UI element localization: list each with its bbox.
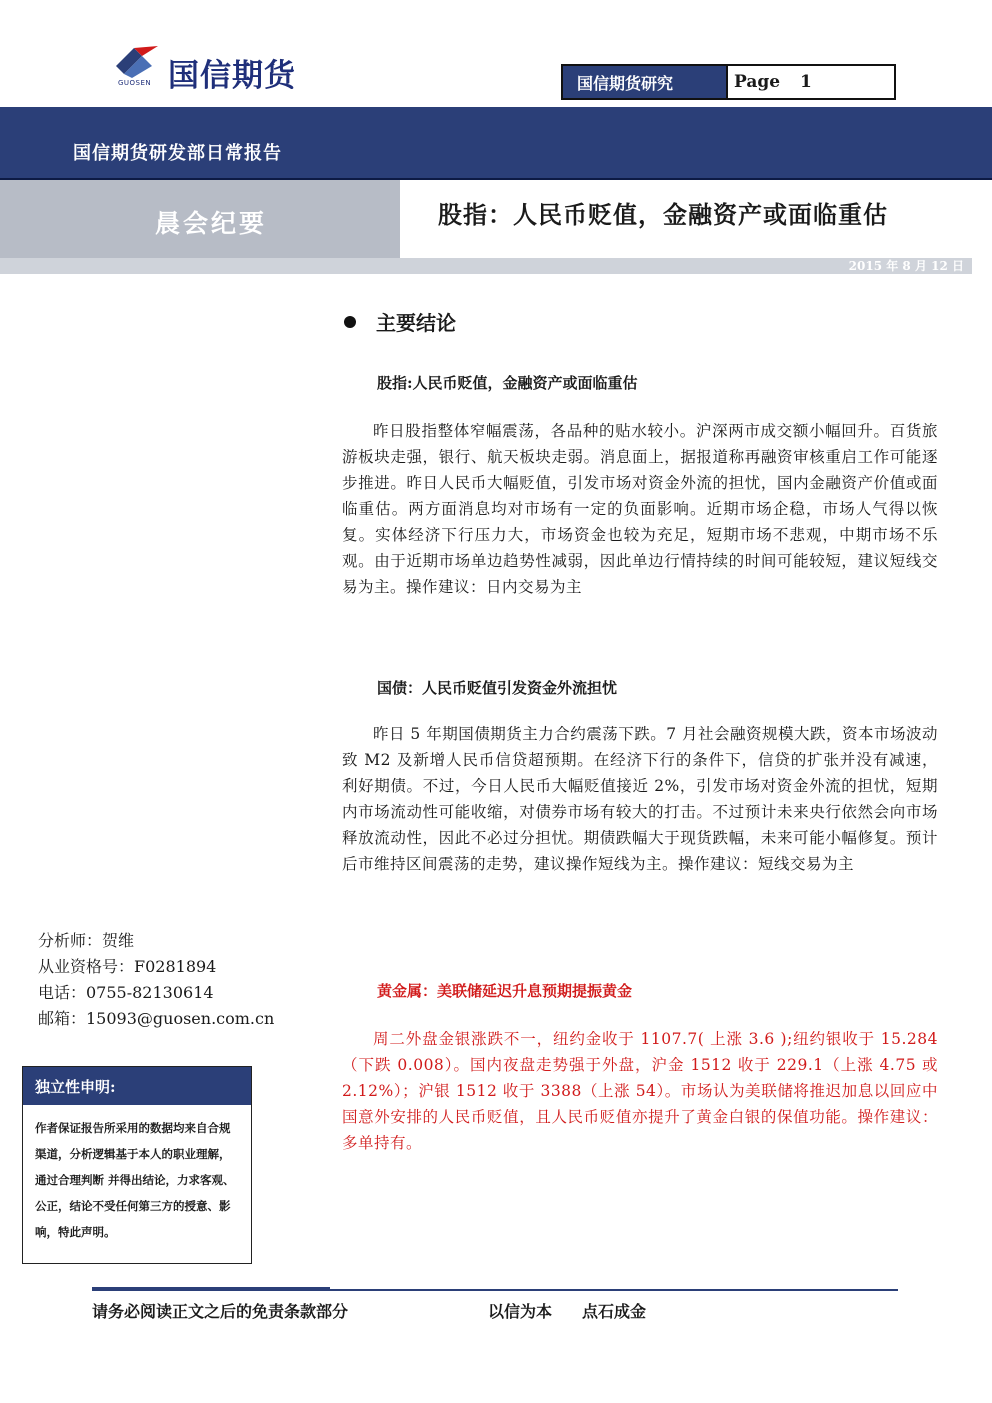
- analyst-name: 分析师：贺维: [38, 931, 135, 950]
- stock-index-body: 昨日股指整体窄幅震荡，各品种的贴水较小。沪深两市成交额小幅回升。百货旅游板块走强，银行、航天板块走弱。消息面上，据报道称再融资审核重启工作可能逐步推进。昨日人民币大幅贬值，引发市场对资金外流的担忧，国内金融资产价值或面临重估。两方面消息均对市场有一定的负面影响。近期市场企稳，市场人气得以恢复。实体经济下行压力大，市场资金也较为充足，短期市场不悲观，中期市场不乐观。由于近期市场单边趋势性减弱，因此单边行情持续的时间可能较短，建议短线交易为主。操作建议：日内交易为主: [342, 422, 938, 596]
- section-label: 晨会纪要: [155, 209, 268, 238]
- company-logo: [112, 44, 352, 92]
- logo-text: 国信期货: [168, 58, 296, 94]
- page-label: Page: [734, 72, 781, 92]
- page-indicator: [728, 66, 894, 98]
- footer-slogan-1: 以信为本: [488, 1302, 553, 1321]
- logo-subtext: GUOSEN: [118, 79, 152, 87]
- logo-mark-icon: [112, 44, 164, 80]
- report-series-title: 国信期货研发部日常报告: [73, 143, 282, 164]
- precious-metals-body: 周二外盘金银涨跌不一，纽约金收于 1107.7( 上涨 3.6 );纽约银收于 15.284（下跌 0.008）。国内夜盘走势强于外盘，沪金 1512 收于 229.1（上涨 4.75 或 2.12%）；沪银 1512 收于 3388（上涨 54）。市场认为美联储将推迟加息以回应中国意外安排的人民币贬值，且人民币贬值亦提升了黄金白银的保值功能。操作建议：多单持有。: [342, 1030, 938, 1152]
- footer-divider-thick: [92, 1287, 330, 1291]
- section-label-block: [0, 180, 400, 262]
- footer-slogan: [488, 1299, 676, 1322]
- footer-slogan-2: 点石成金: [582, 1302, 647, 1321]
- precious-metals-title: 黄金属：美联储延迟升息预期提振黄金: [377, 982, 633, 1000]
- independence-statement-title: 独立性申明:: [23, 1067, 251, 1105]
- main-conclusion-heading: [344, 307, 456, 336]
- treasury-title: 国债：人民币贬值引发资金外流担忧: [377, 679, 618, 697]
- stock-index-title: 股指:人民币贬值，金融资产或面临重估: [377, 374, 638, 392]
- independence-statement-body: 作者保证报告所采用的数据均来自合规渠道，分析逻辑基于本人的职业理解，通过合理判断 并得出结论，力求客观、公正，结论不受任何第三方的授意、影响，特此声明。: [35, 1121, 235, 1239]
- page-number: 1: [800, 72, 812, 92]
- report-title-band: [0, 107, 992, 180]
- main-heading-text: 主要结论: [376, 311, 456, 335]
- independence-statement-box: [22, 1066, 252, 1264]
- analyst-phone: 电话：0755-82130614: [38, 983, 214, 1002]
- date-strip: [0, 258, 972, 274]
- page-headline: 股指：人民币贬值，金融资产或面临重估: [438, 200, 888, 229]
- bullet-icon: [344, 316, 356, 328]
- analyst-info: [38, 928, 274, 1032]
- research-header-box: [561, 64, 896, 100]
- footer-divider: [330, 1289, 898, 1291]
- research-label: 国信期货研究: [563, 66, 728, 98]
- footer-disclaimer-note: 请务必阅读正文之后的免责条款部分: [92, 1302, 349, 1321]
- analyst-email: 邮箱：15093@guosen.com.cn: [38, 1009, 275, 1028]
- treasury-body: 昨日 5 年期国债期货主力合约震荡下跌。7 月社会融资规模大跌，资本市场波动致 M2 及新增人民币信贷超预期。在经济下行的条件下，信贷的扩张并没有减速，利好期债。不过，今日人民币大幅贬值接近 2%，引发市场对资金外流的担忧，短期内市场流动性可能收缩，对债券市场有较大的打击。不过预计未来央行依然会向市场释放流动性，因此不必过分担忧。期债跌幅大于现货跌幅，未来可能小幅修复。预计后市维持区间震荡的走势，建议操作短线为主。操作建议：短线交易为主: [342, 725, 939, 873]
- report-date: 2015 年 8 月 12 日: [848, 259, 964, 273]
- analyst-license: 从业资格号：F0281894: [38, 957, 217, 976]
